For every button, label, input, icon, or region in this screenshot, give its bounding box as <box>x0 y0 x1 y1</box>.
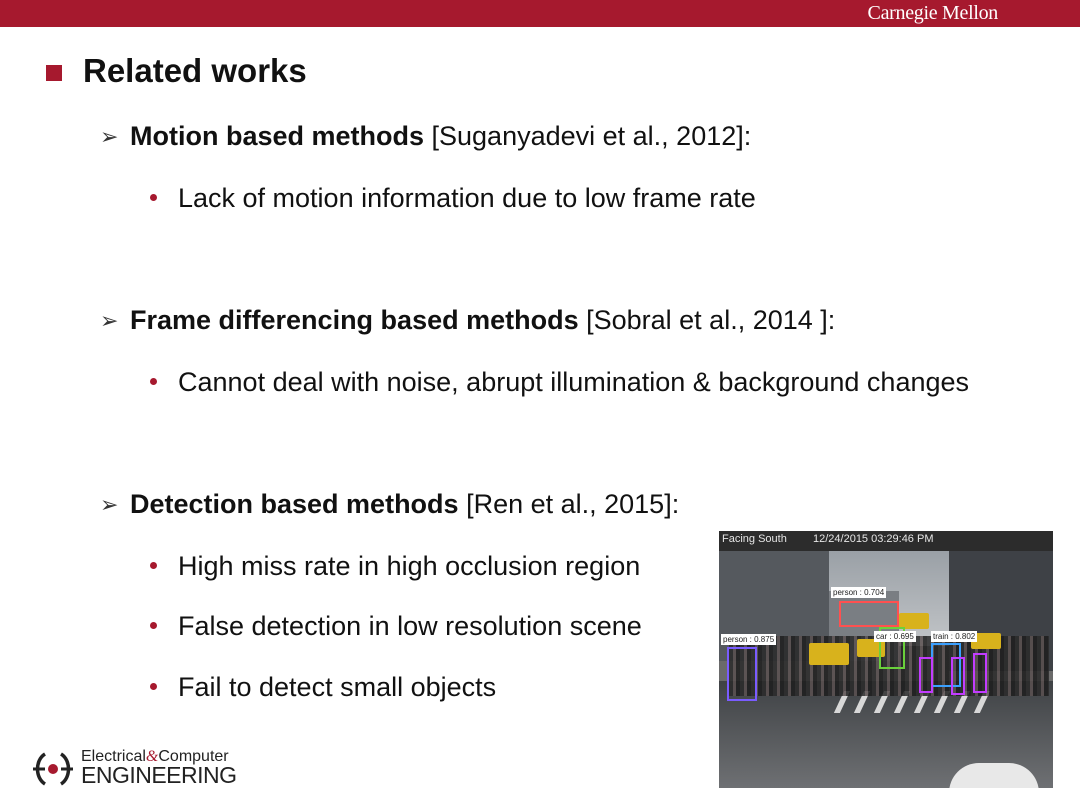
dot-bullet-icon <box>150 683 157 690</box>
section-reference: [Ren et al., 2015]: <box>458 489 680 519</box>
ece-logo <box>31 748 241 790</box>
list-item-text: High miss rate in high occlusion region <box>178 551 641 581</box>
slide-title: Related works <box>83 52 307 89</box>
logo-text-electrical: Electrical <box>81 748 146 765</box>
header-bar <box>0 0 1080 27</box>
logo-text-engineering: ENGINEERING <box>81 762 237 788</box>
detection-label: train : 0.802 <box>933 632 976 641</box>
section-reference: [Suganyadevi et al., 2012]: <box>424 121 752 151</box>
dot-bullet-icon <box>150 622 157 629</box>
square-bullet-icon <box>46 65 62 81</box>
university-logo-text: Carnegie Mellon <box>867 2 998 24</box>
list-item-text: Lack of motion information due to low frame rate <box>178 183 756 213</box>
detection-label: person : 0.704 <box>833 588 885 597</box>
section-heading: Frame differencing based methods <box>130 305 579 335</box>
dot-bullet-icon <box>150 194 157 201</box>
camera-timestamp: 12/24/2015 03:29:46 PM <box>813 533 934 545</box>
list-item-text: Fail to detect small objects <box>178 672 497 702</box>
section-reference: [Sobral et al., 2014 ]: <box>578 305 836 335</box>
section-heading: Detection based methods <box>130 489 459 519</box>
list-item-text: False detection in low resolution scene <box>178 611 642 641</box>
ece-logo-icon <box>31 750 75 788</box>
detection-label: person : 0.875 <box>723 635 775 644</box>
list-item-text: Cannot deal with noise, abrupt illumination & background changes <box>178 367 970 397</box>
detection-label: car : 0.695 <box>876 632 914 641</box>
arrow-bullet-icon: ➢ <box>100 308 119 333</box>
dot-bullet-icon <box>150 378 157 385</box>
dot-bullet-icon <box>150 562 157 569</box>
camera-caption: Facing South <box>722 533 787 545</box>
arrow-bullet-icon: ➢ <box>100 492 119 517</box>
detection-example-image <box>719 531 1053 788</box>
section-heading: Motion based methods <box>130 121 425 151</box>
logo-ampersand: & <box>145 748 159 765</box>
logo-text-computer: Computer <box>158 748 229 765</box>
arrow-bullet-icon: ➢ <box>100 124 119 149</box>
